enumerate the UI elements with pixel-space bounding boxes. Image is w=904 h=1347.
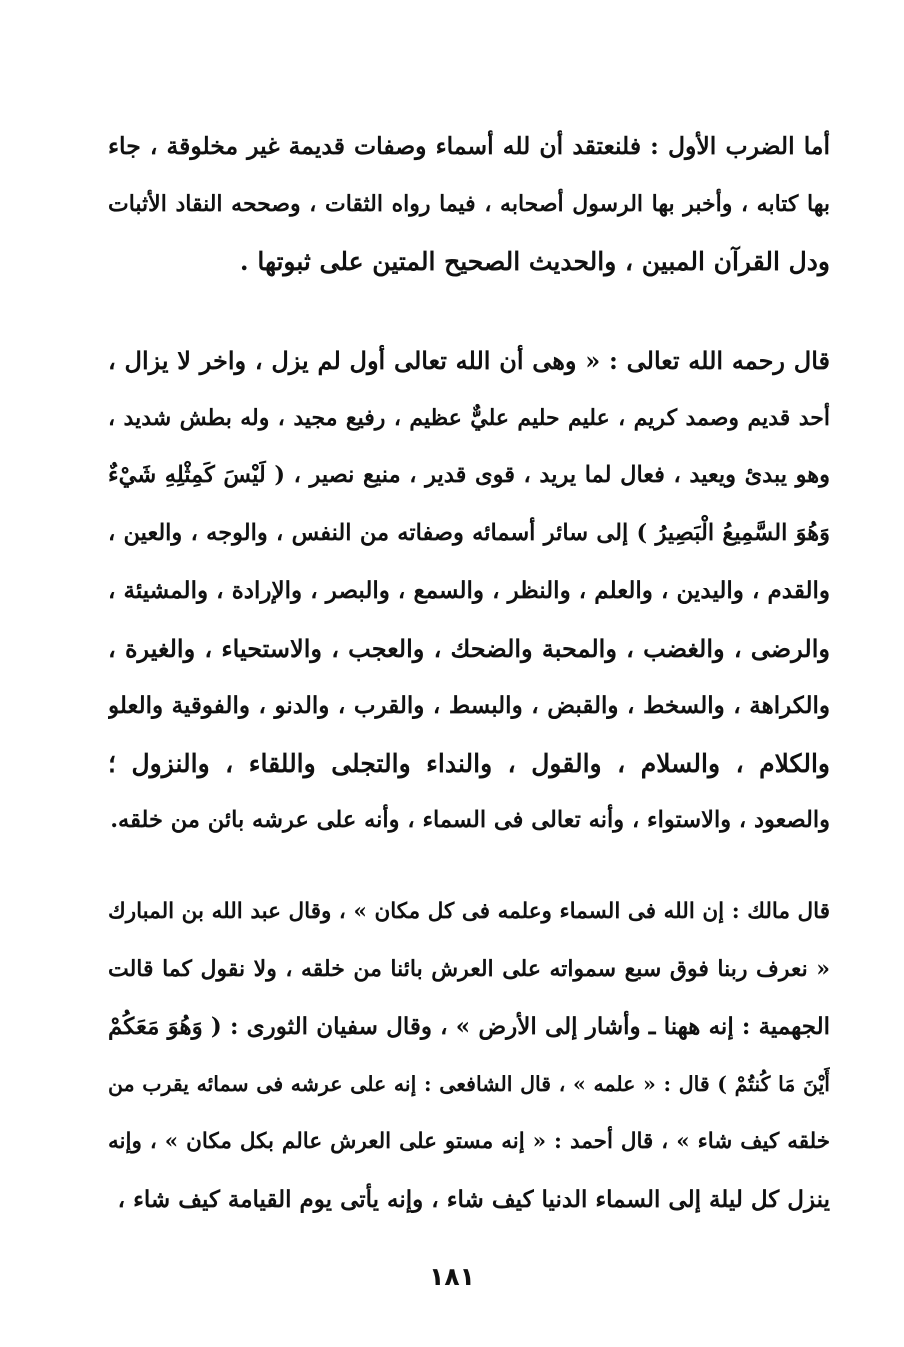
text-line: بها كتابه ، وأخبر بها الرسول أصحابه ، فيما رواه الثقات ، وصححه النقاد الأثبات xyxy=(108,190,830,217)
text-line: خلقه كيف شاء » ، قال أحمد : « إنه مستو على العرش عالم بكل مكان » ، وإنه xyxy=(108,1129,830,1154)
text-line: أما الضرب الأول : فلنعتقد أن لله أسماء وصفات قديمة غير مخلوقة ، جاء xyxy=(108,132,830,160)
text-line: والصعود ، والاستواء ، وأنه تعالى فى السماء ، وأنه على عرشه بائن من خلقه. xyxy=(110,807,830,833)
text-line: وهو يبدئ ويعيد ، فعال لما يريد ، قوى قدير ، منيع نصير ، ( لَيْسَ كَمِثْلِهِ شَيْءٌ xyxy=(108,462,830,488)
paragraph-3 xyxy=(108,883,830,1228)
text-line: والكراهة ، والسخط ، والقبض ، والبسط ، والقرب ، والدنو ، والفوقية والعلو xyxy=(108,692,830,719)
paragraph-1 xyxy=(108,118,830,291)
text-line: « نعرف ربنا فوق سبع سمواته على العرش بائنا من خلقه ، ولا نقول كما قالت xyxy=(108,955,830,982)
text-line: والرضى ، والغضب ، والمحبة والضحك ، والعجب ، والاستحياء ، والغيرة ، xyxy=(108,633,830,663)
text-line: ودل القرآن المبين ، والحديث الصحيح المتين على ثبوتها . xyxy=(239,247,830,276)
text-line: قال مالك : إن الله فى السماء وعلمه فى كل مكان » ، وقال عبد الله بن المبارك xyxy=(108,899,830,924)
page-number: ١٨١ xyxy=(429,1262,475,1291)
text-line: ينزل كل ليلة إلى السماء الدنيا كيف شاء ، وإنه يأتى يوم القيامة كيف شاء ، xyxy=(117,1185,830,1213)
text-line: الجهمية : إنه ههنا ـ وأشار إلى الأرض » ، وقال سفيان الثورى : ( وَهُوَ مَعَكُمْ xyxy=(108,1013,830,1040)
text-line: والكلام ، والسلام ، والقول ، والنداء والتجلى واللقاء ، والنزول ؛ xyxy=(108,748,830,778)
text-line: أَيْنَ مَا كُنتُمْ ) قال : « علمه » ، قال الشافعى : إنه على عرشه فى سمائه يقرب من xyxy=(108,1071,830,1096)
text-line: أحد قديم وصمد كريم ، عليم حليم عليٌّ عظيم ، رفيع مجيد ، وله بطش شديد ، xyxy=(108,404,830,431)
text-line: قال رحمه الله تعالى : « وهى أن الله تعالى أول لم يزل ، واخر لا يزال ، xyxy=(108,346,830,375)
paragraph-2 xyxy=(108,332,830,850)
text-line: والقدم ، واليدين ، والعلم ، والنظر ، والسمع ، والبصر ، والإرادة ، والمشيئة ، xyxy=(108,577,830,604)
text-line: وَهُوَ السَّمِيعُ الْبَصِيرُ ) إلى سائر أسمائه وصفاته من النفس ، والوجه ، والعين ، xyxy=(108,519,830,546)
